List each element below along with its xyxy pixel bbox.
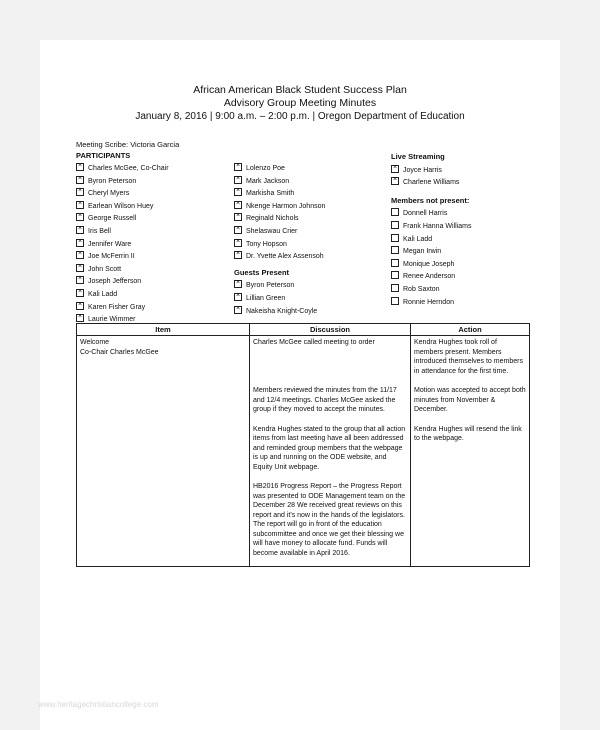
action-cell: Motion was accepted to accept both minutes from November & December. <box>411 384 530 423</box>
checked-box-icon <box>234 251 242 259</box>
absent-item: Kali Ladd <box>391 233 471 246</box>
participants-column-1 <box>76 162 169 326</box>
participant-item: ×Kali Ladd <box>76 288 169 301</box>
guest-item: ×Nakeisha Knight-Coyle <box>234 305 325 318</box>
participant-item: ×Cheryl Myers <box>76 187 169 200</box>
participant-item: ×Mark Jackson <box>234 175 325 188</box>
guests-heading: Guests Present <box>234 267 290 277</box>
checked-box-icon <box>234 188 242 196</box>
item-cell: Welcome Co-Chair Charles McGee <box>77 336 250 385</box>
unchecked-box-icon <box>391 259 399 267</box>
discussion-cell: Members reviewed the minutes from the 11/17 and 12/4 meetings. Charles McGee asked the group if they moved to accept the minutes. <box>250 384 411 423</box>
absent-item: Renee Anderson <box>391 270 471 283</box>
discussion-cell: Kendra Hughes stated to the group that all action items from last meeting have all been addressed and reminded group members that the webpage is up and running on the ODE website, and Equity Unit webpage. <box>250 423 411 481</box>
participant-item: ×Joe McFerrin II <box>76 250 169 263</box>
document-title: African American Black Student Success Plan <box>193 84 407 96</box>
checked-box-icon <box>391 165 399 173</box>
checked-box-icon <box>234 176 242 184</box>
meeting-date-location: January 8, 2016 | 9:00 a.m. – 2:00 p.m. | Oregon Department of Education <box>135 111 465 122</box>
absent-item: Monique Joseph <box>391 258 471 271</box>
absent-item: Ronnie Herndon <box>391 296 471 309</box>
checked-box-icon <box>234 163 242 171</box>
table-row <box>77 423 530 481</box>
table-header-row <box>77 324 530 336</box>
table-row <box>77 480 530 567</box>
checked-box-icon <box>76 239 84 247</box>
checked-box-icon <box>234 293 242 301</box>
checked-box-icon <box>234 239 242 247</box>
action-cell: Kendra Hughes will resend the link to the webpage. <box>411 423 530 481</box>
guest-item: ×Lillian Green <box>234 292 325 305</box>
column-header-item: Item <box>77 324 250 336</box>
checked-box-icon <box>234 213 242 221</box>
live-item: ×Charlene Williams <box>391 176 471 189</box>
checked-box-icon <box>76 264 84 272</box>
checked-box-icon <box>76 251 84 259</box>
minutes-table <box>76 323 530 567</box>
checked-box-icon <box>234 306 242 314</box>
participant-item: ×Tony Hopson <box>234 238 325 251</box>
participant-item: ×Shelaswau Crier <box>234 225 325 238</box>
discussion-cell: HB2016 Progress Report – the Progress Report was presented to ODE Management team on the December 28 We received great reviews on this report and it's now in the hands of the legislators. The report will go in front of the education subcommittee and once we get their blessing we will have money to allocate fund. Funds will become available in April 2016. <box>250 480 411 567</box>
column-header-discussion: Discussion <box>250 324 411 336</box>
document-subtitle: Advisory Group Meeting Minutes <box>223 97 377 109</box>
participant-item: ×Charles McGee, Co-Chair <box>76 162 169 175</box>
checked-box-icon <box>76 276 84 284</box>
participant-item: ×Jennifer Ware <box>76 238 169 251</box>
checked-box-icon <box>76 163 84 171</box>
minutes-table-wrapper <box>76 323 526 567</box>
document-header <box>40 84 560 123</box>
unchecked-box-icon <box>391 284 399 292</box>
participant-item: ×Reginald Nichols <box>234 212 325 225</box>
participant-item: ×Byron Peterson <box>76 175 169 188</box>
unchecked-box-icon <box>391 234 399 242</box>
checked-box-icon <box>76 188 84 196</box>
participant-item: ×Nkenge Harmon Johnson <box>234 200 325 213</box>
meeting-scribe: Meeting Scribe: Victoria Garcia <box>76 140 180 149</box>
unchecked-box-icon <box>391 221 399 229</box>
action-cell: Kendra Hughes took roll of members present. Members introduced themselves to members in attendance for the first time. <box>411 336 530 385</box>
checked-box-icon <box>76 314 84 322</box>
live-streaming-heading: Live Streaming <box>391 152 445 161</box>
checked-box-icon <box>234 226 242 234</box>
checked-box-icon <box>234 280 242 288</box>
unchecked-box-icon <box>391 271 399 279</box>
participant-item: ×Dr. Yvette Alex Assensoh <box>234 250 325 263</box>
participant-item: ×John Scott <box>76 263 169 276</box>
participant-item: ×Markisha Smith <box>234 187 325 200</box>
unchecked-box-icon <box>391 208 399 216</box>
checked-box-icon <box>76 176 84 184</box>
absent-heading: Members not present: <box>391 195 470 205</box>
discussion-cell: Charles McGee called meeting to order <box>250 336 411 385</box>
column-header-action: Action <box>411 324 530 336</box>
item-cell <box>77 423 250 481</box>
participants-column-2 <box>234 162 325 317</box>
unchecked-box-icon <box>391 297 399 305</box>
participant-item: ×Earlean Wilson Huey <box>76 200 169 213</box>
attendance-column-3 <box>391 152 471 308</box>
checked-box-icon <box>76 289 84 297</box>
participant-item: ×Karen Fisher Gray <box>76 301 169 314</box>
absent-item: Rob Saxton <box>391 283 471 296</box>
checked-box-icon <box>391 177 399 185</box>
participants-heading: PARTICIPANTS <box>76 151 131 160</box>
item-cell <box>77 384 250 423</box>
absent-item: Frank Hanna Williams <box>391 220 471 233</box>
absent-item: Donnell Harris <box>391 207 471 220</box>
live-item: ×Joyce Harris <box>391 164 471 177</box>
action-cell <box>411 480 530 567</box>
checked-box-icon <box>76 302 84 310</box>
guest-item: ×Byron Peterson <box>234 279 325 292</box>
unchecked-box-icon <box>391 246 399 254</box>
absent-item: Megan Irwin <box>391 245 471 258</box>
participant-item: ×Joseph Jefferson <box>76 275 169 288</box>
checked-box-icon <box>76 226 84 234</box>
participant-item: ×Lolenzo Poe <box>234 162 325 175</box>
participant-item: ×Iris Bell <box>76 225 169 238</box>
item-cell <box>77 480 250 567</box>
checked-box-icon <box>76 201 84 209</box>
table-row <box>77 336 530 385</box>
checked-box-icon <box>76 213 84 221</box>
checked-box-icon <box>234 201 242 209</box>
participant-item: ×George Russell <box>76 212 169 225</box>
table-row <box>77 384 530 423</box>
document-page <box>40 40 560 730</box>
watermark-text: www.heritagechristiancollege.com <box>38 700 159 709</box>
participant-item: ×Laurie Wimmer <box>76 313 169 326</box>
